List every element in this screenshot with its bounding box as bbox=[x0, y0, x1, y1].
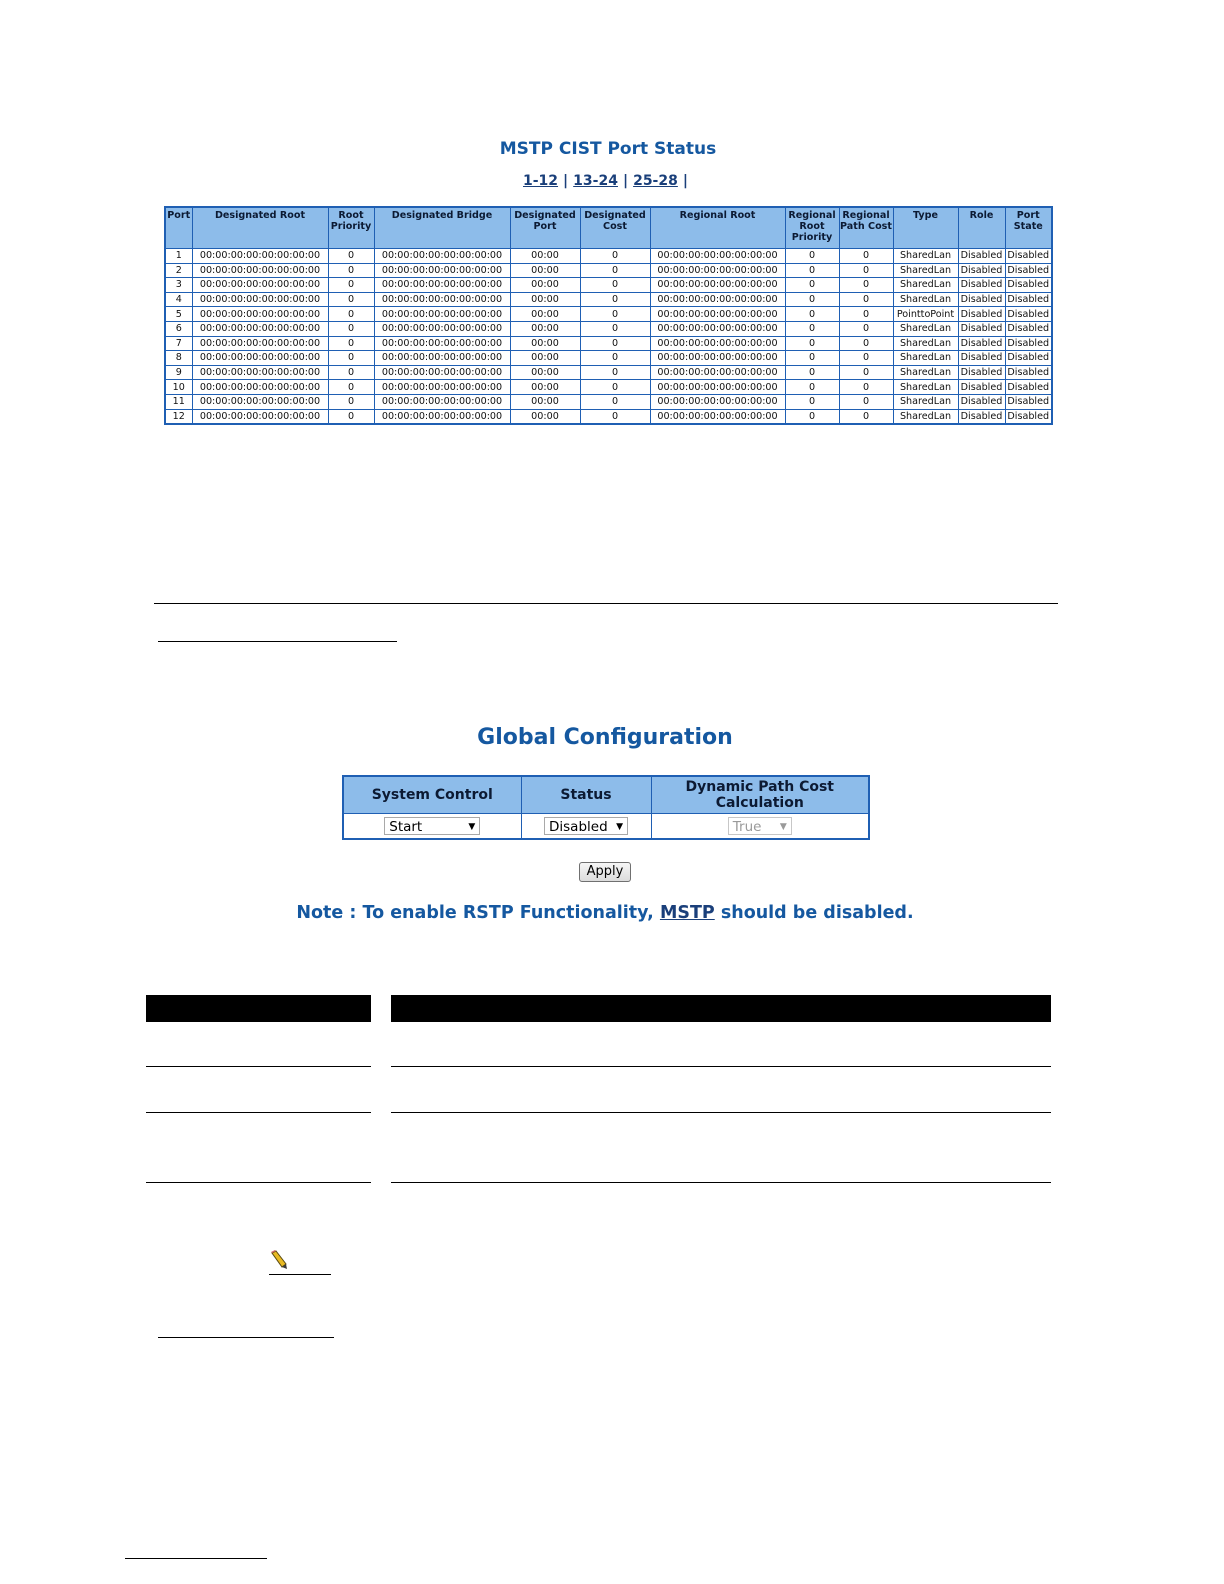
column-header: Regional Root Priority bbox=[785, 207, 839, 249]
table-cell: SharedLan bbox=[893, 292, 958, 307]
table-cell: 0 bbox=[839, 278, 893, 293]
table-cell: SharedLan bbox=[893, 321, 958, 336]
table-cell: 00:00:00:00:00:00:00:00 bbox=[650, 263, 785, 278]
table-cell: 00:00:00:00:00:00:00:00 bbox=[650, 394, 785, 409]
link-separator: | bbox=[682, 173, 688, 189]
table-cell: 5 bbox=[165, 307, 192, 322]
table-cell: 00:00:00:00:00:00:00:00 bbox=[192, 380, 328, 395]
system-control-cell bbox=[343, 814, 521, 840]
table-cell: 00:00:00:00:00:00:00:00 bbox=[374, 278, 510, 293]
table-header-bar-right bbox=[391, 995, 1051, 1022]
table-cell: Disabled bbox=[958, 336, 1005, 351]
table-cell: 00:00:00:00:00:00:00:00 bbox=[374, 292, 510, 307]
table-cell: 00:00:00:00:00:00:00:00 bbox=[374, 263, 510, 278]
table-cell: 00:00 bbox=[510, 394, 580, 409]
table-row bbox=[165, 249, 1052, 264]
table-cell: 0 bbox=[785, 292, 839, 307]
table-cell: 0 bbox=[839, 351, 893, 366]
table-cell: 00:00 bbox=[510, 278, 580, 293]
table-cell: Disabled bbox=[958, 249, 1005, 264]
table-cell: 0 bbox=[839, 380, 893, 395]
section-divider bbox=[154, 603, 1058, 604]
table-cell: 00:00:00:00:00:00:00:00 bbox=[374, 365, 510, 380]
link-separator: | bbox=[563, 173, 569, 189]
global-config-table bbox=[342, 775, 870, 840]
table-row bbox=[165, 307, 1052, 322]
table-cell: Disabled bbox=[1005, 278, 1052, 293]
table-cell: 00:00:00:00:00:00:00:00 bbox=[374, 321, 510, 336]
table-cell: 00:00:00:00:00:00:00:00 bbox=[374, 351, 510, 366]
table-cell: 0 bbox=[580, 263, 650, 278]
table-cell: Disabled bbox=[1005, 409, 1052, 424]
table-cell: 0 bbox=[839, 292, 893, 307]
table-cell: 4 bbox=[165, 292, 192, 307]
table-cell: 0 bbox=[580, 321, 650, 336]
table-cell: 6 bbox=[165, 321, 192, 336]
table-cell: 8 bbox=[165, 351, 192, 366]
port-range-link-13-24[interactable]: 13-24 bbox=[573, 173, 618, 189]
table-cell: 0 bbox=[580, 365, 650, 380]
table-cell: 0 bbox=[785, 263, 839, 278]
table-cell: 3 bbox=[165, 278, 192, 293]
table-cell: 0 bbox=[328, 307, 374, 322]
rstp-note bbox=[0, 903, 1210, 923]
table-cell: Disabled bbox=[958, 351, 1005, 366]
table-cell: SharedLan bbox=[893, 365, 958, 380]
heading-underline bbox=[158, 1337, 334, 1338]
chevron-down-icon: ▼ bbox=[616, 822, 623, 832]
table-cell: 00:00:00:00:00:00:00:00 bbox=[650, 351, 785, 366]
dynamic-path-cost-value: True bbox=[732, 819, 762, 835]
table-cell: 12 bbox=[165, 409, 192, 424]
table-cell: 00:00 bbox=[510, 351, 580, 366]
table-cell: 00:00:00:00:00:00:00:00 bbox=[374, 409, 510, 424]
row-divider bbox=[146, 1182, 371, 1183]
column-header-dynamic-path-cost: Dynamic Path Cost Calculation bbox=[651, 776, 869, 814]
table-cell: 00:00:00:00:00:00:00:00 bbox=[650, 249, 785, 264]
table-cell: 0 bbox=[785, 278, 839, 293]
mstp-link[interactable]: MSTP bbox=[659, 903, 715, 923]
table-cell: 0 bbox=[785, 307, 839, 322]
table-cell: 0 bbox=[328, 321, 374, 336]
column-header: Designated Root bbox=[192, 207, 328, 249]
port-status-table bbox=[164, 206, 1053, 425]
table-cell: 00:00:00:00:00:00:00:00 bbox=[374, 307, 510, 322]
table-cell: 0 bbox=[785, 336, 839, 351]
table-cell: 0 bbox=[328, 336, 374, 351]
table-cell: Disabled bbox=[1005, 365, 1052, 380]
table-cell: 0 bbox=[580, 336, 650, 351]
status-select[interactable] bbox=[544, 817, 628, 835]
table-cell: 0 bbox=[328, 292, 374, 307]
table-cell: 10 bbox=[165, 380, 192, 395]
table-cell: 0 bbox=[580, 278, 650, 293]
table-cell: Disabled bbox=[1005, 292, 1052, 307]
column-header: Port State bbox=[1005, 207, 1052, 249]
note-underline bbox=[269, 1274, 331, 1275]
table-row bbox=[165, 351, 1052, 366]
table-cell: 0 bbox=[328, 409, 374, 424]
column-header: Type bbox=[893, 207, 958, 249]
global-config-title: Global Configuration bbox=[477, 725, 733, 750]
row-divider bbox=[391, 1066, 1051, 1067]
table-cell: Disabled bbox=[958, 307, 1005, 322]
row-divider bbox=[146, 1066, 371, 1067]
table-cell: 00:00:00:00:00:00:00:00 bbox=[374, 336, 510, 351]
column-header: Designated Port bbox=[510, 207, 580, 249]
table-cell: Disabled bbox=[1005, 307, 1052, 322]
system-control-select[interactable] bbox=[384, 817, 480, 835]
link-separator: | bbox=[622, 173, 629, 189]
table-cell: 1 bbox=[165, 249, 192, 264]
table-row bbox=[165, 321, 1052, 336]
table-cell: 0 bbox=[328, 365, 374, 380]
table-cell: 00:00:00:00:00:00:00:00 bbox=[192, 365, 328, 380]
table-cell: 0 bbox=[839, 394, 893, 409]
table-cell: 0 bbox=[580, 409, 650, 424]
system-control-value: Start bbox=[389, 819, 423, 835]
table-cell: 00:00:00:00:00:00:00:00 bbox=[650, 365, 785, 380]
table-row bbox=[165, 409, 1052, 424]
table-cell: 0 bbox=[580, 292, 650, 307]
table-cell: 0 bbox=[785, 249, 839, 264]
table-cell: 0 bbox=[580, 249, 650, 264]
column-header-status: Status bbox=[521, 776, 651, 814]
table-cell: 0 bbox=[328, 278, 374, 293]
table-cell: 0 bbox=[580, 394, 650, 409]
table-cell: 00:00:00:00:00:00:00:00 bbox=[374, 394, 510, 409]
table-cell: 00:00:00:00:00:00:00:00 bbox=[192, 394, 328, 409]
table-cell: 0 bbox=[580, 351, 650, 366]
table-cell: 11 bbox=[165, 394, 192, 409]
note-prefix: Note : To enable RSTP Functionality, bbox=[296, 903, 654, 923]
table-cell: 00:00:00:00:00:00:00:00 bbox=[192, 409, 328, 424]
table-cell: 00:00 bbox=[510, 409, 580, 424]
table-cell: SharedLan bbox=[893, 249, 958, 264]
column-header-system-control: System Control bbox=[343, 776, 521, 814]
port-range-links bbox=[0, 173, 1216, 189]
table-cell: Disabled bbox=[1005, 263, 1052, 278]
table-cell: 0 bbox=[328, 394, 374, 409]
footnote-rule bbox=[125, 1558, 267, 1559]
column-header: Designated Cost bbox=[580, 207, 650, 249]
table-cell: PointtoPoint bbox=[893, 307, 958, 322]
table-cell: 00:00:00:00:00:00:00:00 bbox=[192, 307, 328, 322]
table-cell: 00:00:00:00:00:00:00:00 bbox=[192, 321, 328, 336]
dynamic-path-cost-cell bbox=[651, 814, 869, 840]
table-cell: 00:00 bbox=[510, 249, 580, 264]
table-cell: 0 bbox=[839, 321, 893, 336]
table-cell: 00:00 bbox=[510, 380, 580, 395]
table-cell: 0 bbox=[785, 351, 839, 366]
table-cell: 9 bbox=[165, 365, 192, 380]
table-header-row bbox=[343, 776, 869, 814]
table-header-bar-left bbox=[146, 995, 371, 1022]
table-cell: 0 bbox=[328, 351, 374, 366]
table-cell: 00:00:00:00:00:00:00:00 bbox=[650, 336, 785, 351]
table-cell: 00:00:00:00:00:00:00:00 bbox=[192, 292, 328, 307]
table-cell: 00:00:00:00:00:00:00:00 bbox=[192, 351, 328, 366]
port-status-title: MSTP CIST Port Status bbox=[499, 139, 717, 159]
table-cell: 0 bbox=[328, 249, 374, 264]
table-cell: Disabled bbox=[1005, 351, 1052, 366]
column-header: Regional Root bbox=[650, 207, 785, 249]
pencil-icon bbox=[268, 1249, 290, 1271]
table-cell: 0 bbox=[580, 380, 650, 395]
table-cell: 00:00:00:00:00:00:00:00 bbox=[192, 336, 328, 351]
table-row bbox=[165, 380, 1052, 395]
table-cell: Disabled bbox=[1005, 321, 1052, 336]
table-cell: Disabled bbox=[958, 380, 1005, 395]
table-cell: Disabled bbox=[1005, 394, 1052, 409]
table-row bbox=[165, 278, 1052, 293]
table-cell: 0 bbox=[785, 380, 839, 395]
row-divider bbox=[391, 1112, 1051, 1113]
table-cell: 0 bbox=[328, 380, 374, 395]
table-cell: SharedLan bbox=[893, 263, 958, 278]
table-header-row bbox=[165, 207, 1052, 249]
table-row bbox=[165, 263, 1052, 278]
table-row bbox=[165, 365, 1052, 380]
table-cell: SharedLan bbox=[893, 394, 958, 409]
table-cell: 00:00:00:00:00:00:00:00 bbox=[650, 307, 785, 322]
status-cell bbox=[521, 814, 651, 840]
table-cell: 00:00:00:00:00:00:00:00 bbox=[374, 380, 510, 395]
table-cell: Disabled bbox=[1005, 336, 1052, 351]
column-header: Role bbox=[958, 207, 1005, 249]
table-cell: Disabled bbox=[958, 321, 1005, 336]
heading-underline bbox=[158, 641, 397, 642]
table-cell: 00:00:00:00:00:00:00:00 bbox=[650, 321, 785, 336]
table-cell: SharedLan bbox=[893, 409, 958, 424]
table-cell: Disabled bbox=[958, 409, 1005, 424]
table-cell: 0 bbox=[785, 409, 839, 424]
table-cell: 2 bbox=[165, 263, 192, 278]
table-row bbox=[165, 292, 1052, 307]
table-cell: 0 bbox=[785, 321, 839, 336]
dynamic-path-cost-select bbox=[728, 817, 792, 835]
table-cell: 7 bbox=[165, 336, 192, 351]
column-header: Root Priority bbox=[328, 207, 374, 249]
port-range-link-1-12[interactable]: 1-12 bbox=[523, 173, 559, 189]
note-suffix: should be disabled. bbox=[720, 903, 914, 923]
table-row bbox=[343, 814, 869, 840]
table-cell: 0 bbox=[785, 394, 839, 409]
apply-button[interactable]: Apply bbox=[579, 862, 631, 882]
table-row bbox=[165, 394, 1052, 409]
table-cell: 00:00:00:00:00:00:00:00 bbox=[650, 292, 785, 307]
table-cell: 0 bbox=[328, 263, 374, 278]
table-cell: Disabled bbox=[958, 365, 1005, 380]
table-cell: 00:00:00:00:00:00:00:00 bbox=[374, 249, 510, 264]
table-row bbox=[165, 336, 1052, 351]
table-cell: Disabled bbox=[958, 278, 1005, 293]
table-cell: Disabled bbox=[958, 292, 1005, 307]
table-cell: SharedLan bbox=[893, 278, 958, 293]
table-cell: 00:00 bbox=[510, 321, 580, 336]
table-cell: SharedLan bbox=[893, 351, 958, 366]
status-value: Disabled bbox=[549, 819, 608, 835]
row-divider bbox=[391, 1182, 1051, 1183]
table-cell: 00:00:00:00:00:00:00:00 bbox=[650, 380, 785, 395]
column-header: Regional Path Cost bbox=[839, 207, 893, 249]
table-cell: 00:00:00:00:00:00:00:00 bbox=[192, 249, 328, 264]
table-cell: 0 bbox=[839, 365, 893, 380]
table-cell: Disabled bbox=[958, 263, 1005, 278]
column-header: Designated Bridge bbox=[374, 207, 510, 249]
port-range-link-25-28[interactable]: 25-28 bbox=[633, 173, 678, 189]
table-cell: 00:00 bbox=[510, 263, 580, 278]
row-divider bbox=[146, 1112, 371, 1113]
table-cell: SharedLan bbox=[893, 380, 958, 395]
chevron-down-icon: ▼ bbox=[779, 822, 787, 832]
table-cell: Disabled bbox=[1005, 249, 1052, 264]
table-cell: 00:00 bbox=[510, 292, 580, 307]
table-cell: 0 bbox=[839, 249, 893, 264]
chevron-down-icon: ▼ bbox=[468, 822, 476, 832]
table-cell: SharedLan bbox=[893, 336, 958, 351]
table-cell: 0 bbox=[785, 365, 839, 380]
table-cell: Disabled bbox=[1005, 380, 1052, 395]
table-cell: 00:00:00:00:00:00:00:00 bbox=[650, 409, 785, 424]
table-cell: 00:00:00:00:00:00:00:00 bbox=[192, 263, 328, 278]
table-cell: 00:00 bbox=[510, 365, 580, 380]
table-cell: 0 bbox=[839, 409, 893, 424]
table-cell: 0 bbox=[839, 263, 893, 278]
table-cell: 00:00 bbox=[510, 336, 580, 351]
column-header: Port bbox=[165, 207, 192, 249]
table-cell: 0 bbox=[839, 307, 893, 322]
table-cell: 0 bbox=[580, 307, 650, 322]
table-cell: 0 bbox=[839, 336, 893, 351]
table-cell: Disabled bbox=[958, 394, 1005, 409]
table-cell: 00:00:00:00:00:00:00:00 bbox=[650, 278, 785, 293]
table-cell: 00:00 bbox=[510, 307, 580, 322]
table-cell: 00:00:00:00:00:00:00:00 bbox=[192, 278, 328, 293]
